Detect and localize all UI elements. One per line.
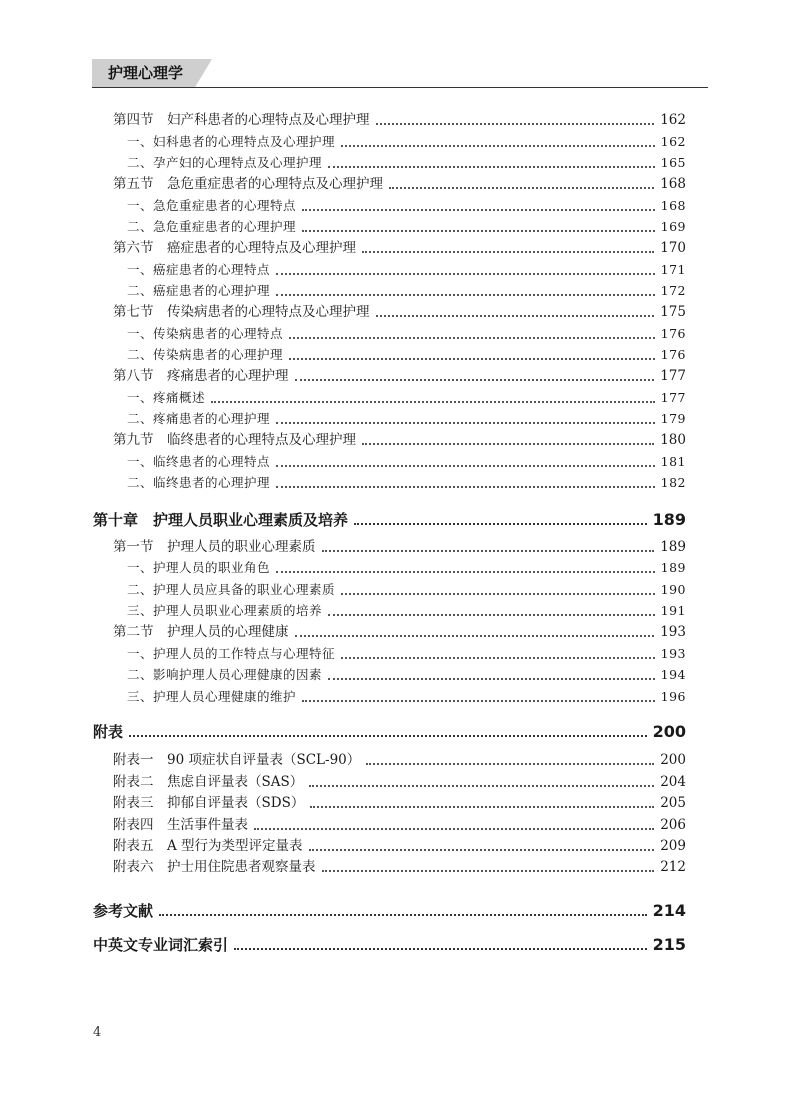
toc-entry-label: 三、护理人员职业心理素质的培养	[127, 603, 323, 618]
dot-leader	[310, 805, 654, 808]
dot-leader	[254, 827, 654, 830]
toc-entry-label: 第六节 癌症患者的心理特点及心理护理	[113, 240, 356, 256]
toc-entry-page-number: 214	[652, 901, 686, 920]
toc-entry-page-number: 168	[660, 198, 686, 213]
toc-entry-label: 二、疼痛患者的心理护理	[127, 411, 271, 426]
toc-entry-label: 一、护理人员的职业角色	[127, 560, 271, 575]
toc-item-entry[interactable]	[127, 580, 686, 600]
toc-entry-label: 附表	[93, 723, 124, 741]
toc-entry-label: 第五节 急危重症患者的心理特点及心理护理	[113, 176, 383, 192]
toc-section-entry[interactable]	[113, 622, 686, 642]
toc-entry-page-number: 191	[660, 603, 686, 618]
dot-leader	[328, 613, 655, 616]
toc-entry-label: 一、癌症患者的心理特点	[127, 262, 271, 277]
toc-item-entry[interactable]	[127, 388, 686, 408]
toc-entry-label: 附表六 护士用住院患者观察量表	[113, 859, 316, 875]
toc-entry-page-number: 162	[660, 134, 686, 149]
dot-leader	[309, 784, 654, 787]
dot-leader	[376, 314, 655, 317]
toc-entry-page-number: 200	[652, 722, 686, 741]
toc-entry-page-number: 193	[660, 646, 686, 661]
toc-entry-page-number: 189	[652, 510, 686, 529]
toc-section-entry[interactable]	[113, 750, 686, 770]
toc-item-entry[interactable]	[127, 452, 686, 472]
dot-leader	[289, 357, 655, 360]
toc-entry-page-number: 194	[660, 667, 686, 682]
toc-entry-label: 二、癌症患者的心理护理	[127, 283, 271, 298]
toc-entry-page-number: 175	[660, 304, 686, 320]
toc-entry-label: 二、临终患者的心理护理	[127, 475, 271, 490]
toc-section-entry[interactable]	[113, 366, 686, 386]
toc-section-entry[interactable]	[113, 836, 686, 856]
dot-leader	[341, 144, 655, 147]
dot-leader	[295, 378, 655, 381]
toc-section-entry[interactable]	[113, 238, 686, 258]
toc-entry-page-number: 200	[660, 752, 686, 768]
toc-entry-label: 一、临终患者的心理特点	[127, 454, 271, 469]
toc-entry-label: 附表五 A 型行为类型评定量表	[113, 838, 303, 854]
toc-item-entry[interactable]	[127, 153, 686, 173]
dot-leader	[295, 634, 655, 637]
toc-item-entry[interactable]	[127, 558, 686, 578]
dot-leader	[389, 186, 654, 189]
toc-entry-page-number: 177	[660, 368, 686, 384]
toc-item-entry[interactable]	[127, 601, 686, 621]
toc-entry-label: 一、急危重症患者的心理特点	[127, 198, 297, 213]
toc-item-entry[interactable]	[127, 132, 686, 152]
dot-leader	[341, 656, 655, 659]
toc-entry-label: 参考文献	[93, 902, 154, 920]
toc-section-entry[interactable]	[113, 430, 686, 450]
toc-item-entry[interactable]	[127, 217, 686, 237]
toc-entry-label: 二、护理人员应具备的职业心理素质	[127, 582, 336, 597]
toc-entry-label: 第九节 临终患者的心理特点及心理护理	[113, 432, 356, 448]
dot-leader	[129, 734, 647, 737]
dot-leader	[366, 762, 654, 765]
dot-leader	[276, 421, 655, 424]
dot-leader	[328, 165, 655, 168]
dot-leader	[354, 522, 647, 525]
toc-entry-page-number: 196	[660, 689, 686, 704]
toc-section-entry[interactable]	[113, 815, 686, 835]
toc-entry-label: 二、传染病患者的心理护理	[127, 347, 284, 362]
toc-entry-label: 二、孕产妇的心理特点及心理护理	[127, 155, 323, 170]
toc-entry-page-number: 180	[660, 432, 686, 448]
toc-entry-page-number: 189	[660, 539, 686, 555]
toc-section-entry[interactable]	[113, 174, 686, 194]
toc-entry-page-number: 165	[660, 155, 686, 170]
toc-chapter-entry[interactable]	[93, 933, 686, 957]
toc-chapter-entry[interactable]	[93, 720, 686, 744]
toc-entry-page-number: 172	[660, 283, 686, 298]
toc-entry-page-number: 209	[660, 838, 686, 854]
toc-entry-label: 第四节 妇产科患者的心理特点及心理护理	[113, 112, 370, 128]
toc-entry-label: 附表三 抑郁自评量表（SDS）	[113, 795, 305, 811]
toc-entry-page-number: 193	[660, 624, 686, 640]
dot-leader	[302, 229, 655, 232]
dot-leader	[276, 570, 655, 573]
toc-entry-label: 三、护理人员心理健康的维护	[127, 689, 297, 704]
dot-leader	[211, 400, 655, 403]
toc-entry-label: 一、疼痛概述	[127, 390, 206, 405]
toc-entry-page-number: 182	[660, 475, 686, 490]
toc-entry-label: 第一节 护理人员的职业心理素质	[113, 539, 316, 555]
toc-entry-page-number: 189	[660, 560, 686, 575]
toc-entry-label: 中英文专业词汇索引	[93, 936, 229, 954]
toc-section-entry[interactable]	[113, 110, 686, 130]
toc-item-entry[interactable]	[127, 665, 686, 685]
dot-leader	[234, 947, 647, 950]
toc-entry-label: 二、影响护理人员心理健康的因素	[127, 667, 323, 682]
toc-entry-label: 附表四 生活事件量表	[113, 817, 248, 833]
toc-entry-page-number: 212	[660, 859, 686, 875]
toc-entry-label: 第八节 疼痛患者的心理护理	[113, 368, 289, 384]
toc-entry-label: 一、妇科患者的心理特点及心理护理	[127, 134, 336, 149]
toc-entry-page-number: 168	[660, 176, 686, 192]
toc-entry-page-number: 204	[660, 774, 686, 790]
dot-leader	[302, 699, 655, 702]
dot-leader	[322, 869, 655, 872]
toc-item-entry[interactable]	[127, 687, 686, 707]
toc-item-entry[interactable]	[127, 409, 686, 429]
dot-leader	[289, 336, 655, 339]
toc-entry-page-number: 215	[652, 935, 686, 954]
toc-entry-page-number: 169	[660, 219, 686, 234]
dot-leader	[376, 122, 655, 125]
toc-chapter-entry[interactable]	[93, 899, 686, 923]
toc-entry-label: 第十章 护理人员职业心理素质及培养	[93, 511, 349, 529]
dot-leader	[309, 848, 655, 851]
dot-leader	[276, 293, 655, 296]
toc-entry-page-number: 171	[660, 262, 686, 277]
toc-entry-label: 一、护理人员的工作特点与心理特征	[127, 646, 336, 661]
toc-section-entry[interactable]	[113, 537, 686, 557]
toc-item-entry[interactable]	[127, 281, 686, 301]
toc-item-entry[interactable]	[127, 644, 686, 664]
dot-leader	[276, 464, 655, 467]
toc-entry-page-number: 176	[660, 326, 686, 341]
header-divider	[92, 87, 708, 88]
book-title: 护理心理学	[108, 64, 184, 82]
dot-leader	[302, 208, 655, 211]
toc-item-entry[interactable]	[127, 345, 686, 365]
toc-section-entry[interactable]	[113, 793, 686, 813]
toc-item-entry[interactable]	[127, 260, 686, 280]
dot-leader	[328, 677, 655, 680]
dot-leader	[159, 913, 647, 916]
toc-entry-label: 二、急危重症患者的心理护理	[127, 219, 297, 234]
toc-entry-page-number: 179	[660, 411, 686, 426]
dot-leader	[322, 549, 655, 552]
page-number: 4	[93, 1025, 102, 1040]
toc-entry-page-number: 206	[660, 817, 686, 833]
toc-section-entry[interactable]	[113, 302, 686, 322]
toc-item-entry[interactable]	[127, 196, 686, 216]
toc-entry-page-number: 181	[660, 454, 686, 469]
toc-entry-page-number: 162	[660, 112, 686, 128]
toc-chapter-entry[interactable]	[93, 508, 686, 532]
toc-entry-label: 附表二 焦虑自评量表（SAS）	[113, 774, 304, 790]
toc-entry-page-number: 205	[660, 795, 686, 811]
dot-leader	[362, 442, 654, 445]
toc-entry-page-number: 176	[660, 347, 686, 362]
dot-leader	[276, 272, 655, 275]
toc-entry-page-number: 190	[660, 582, 686, 597]
toc-item-entry[interactable]	[127, 473, 686, 493]
toc-entry-label: 一、传染病患者的心理特点	[127, 326, 284, 341]
dot-leader	[276, 485, 655, 488]
toc-section-entry[interactable]	[113, 857, 686, 877]
toc-entry-label: 第二节 护理人员的心理健康	[113, 624, 289, 640]
toc-section-entry[interactable]	[113, 772, 686, 792]
toc-entry-page-number: 170	[660, 240, 686, 256]
toc-entry-page-number: 177	[660, 390, 686, 405]
toc-entry-label: 附表一 90 项症状自评量表（SCL-90）	[113, 752, 361, 768]
dot-leader	[362, 250, 654, 253]
toc-entry-label: 第七节 传染病患者的心理特点及心理护理	[113, 304, 370, 320]
dot-leader	[341, 592, 655, 595]
toc-item-entry[interactable]	[127, 324, 686, 344]
